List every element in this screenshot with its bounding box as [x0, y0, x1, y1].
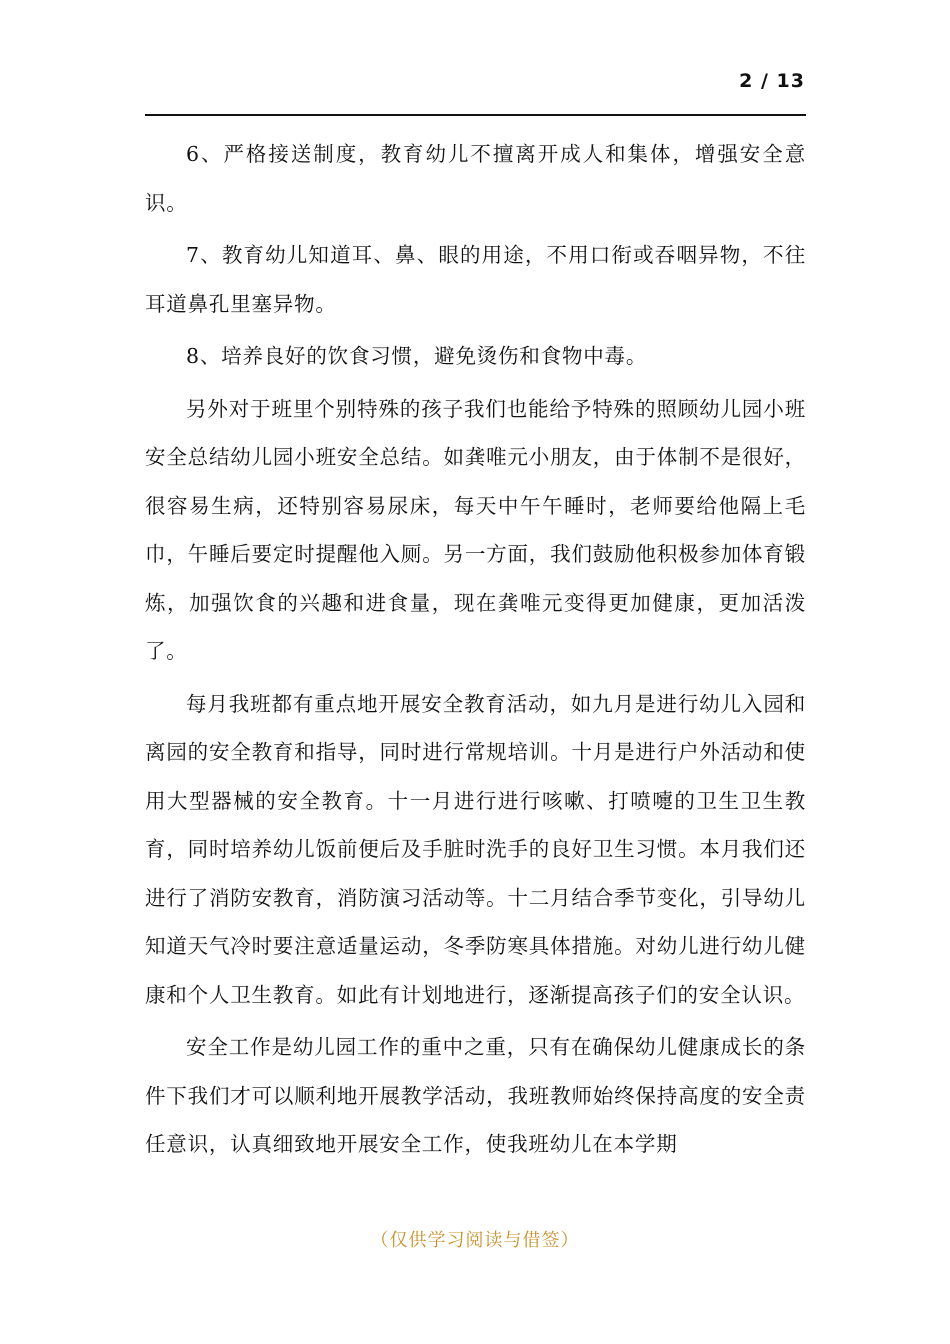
document-body [145, 130, 806, 1173]
page-number: 2 / 13 [739, 70, 805, 92]
paragraph-special-care: 另外对于班里个别特殊的孩子我们也能给予特殊的照顾幼儿园小班安全总结幼儿园小班安全总结。如龚唯元小朋友，由于体制不是很好，很容易生病，还特别容易尿床，每天中午午睡时，老师要给他隔上毛巾，午睡后要定时提醒他入厕。另一方面，我们鼓励他积极参加体育锻炼，加强饮食的兴趣和进食量，现在龚唯元变得更加健康，更加活泼了。 [145, 396, 806, 663]
footer-disclaimer: （仅供学习阅读与借签） [370, 1230, 580, 1251]
paragraph-item-7: 7、教育幼儿知道耳、鼻、眼的用途，不用口衔或吞咽异物，不往耳道鼻孔里塞异物。 [145, 243, 806, 316]
paragraph-safety-priority: 安全工作是幼儿园工作的重中之重，只有在确保幼儿健康成长的条件下我们才可以顺利地开展教学活动，我班教师始终保持高度的安全责任意识，认真细致地开展安全工作，使我班幼儿在本学期 [145, 1035, 806, 1156]
paragraph-monthly-activities: 每月我班都有重点地开展安全教育活动，如九月是进行幼儿入园和离园的安全教育和指导，同时进行常规培训。十月是进行户外活动和使用大型器械的安全教育。十一月进行进行咳嗽、打喷嚏的卫生卫生教育，同时培养幼儿饭前便后及手脏时洗手的良好卫生习惯。本月我们还进行了消防安教育，消防演习活动等。十二月结合季节变化，引导幼儿知道天气冷时要注意适量运动，冬季防寒具体措施。对幼儿进行幼儿健康和个人卫生教育。如此有计划地进行，逐渐提高孩子们的安全认识。 [145, 691, 806, 1007]
paragraph-item-8: 8、培养良好的饮食习惯，避免烫伤和食物中毒。 [186, 344, 648, 368]
header-divider [145, 114, 806, 116]
paragraph-item-6: 6、严格接送制度，教育幼儿不擅离开成人和集体，增强安全意识。 [145, 142, 806, 215]
